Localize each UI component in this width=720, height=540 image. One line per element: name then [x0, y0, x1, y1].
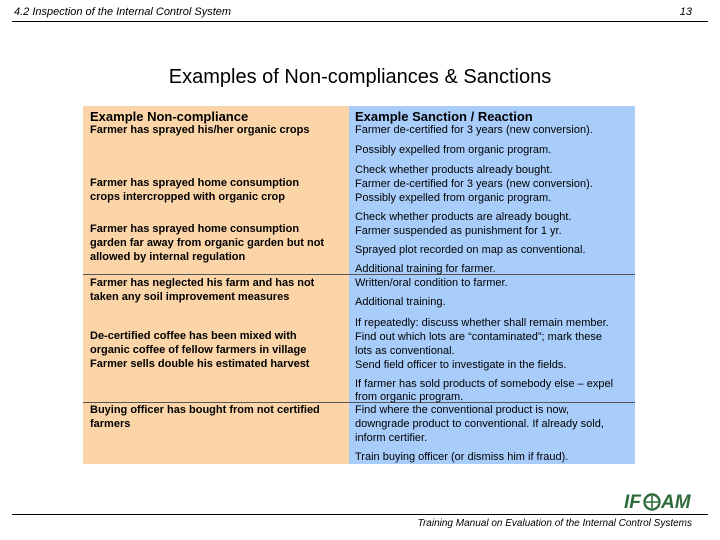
sanction-line: Sprayed plot recorded on map as conventional.	[355, 244, 586, 256]
sanction-line: Train buying officer (or dismiss him if fraud).	[355, 451, 569, 463]
sanction-line: Possibly expelled from organic program.	[355, 144, 552, 156]
non-compliance-line: organic coffee of fellow farmers in village	[90, 344, 307, 356]
non-compliance-line: garden far away from organic garden but not	[90, 237, 325, 249]
header-section-title: 4.2 Inspection of the Internal Control System	[14, 6, 232, 18]
sanction-line: Possibly expelled from organic program.	[355, 192, 552, 204]
sanction-line: Find where the conventional product is now,	[355, 404, 570, 416]
sanction-line: Farmer suspended as punishment for 1 yr.	[355, 225, 562, 237]
slide-title: Examples of Non-compliances & Sanctions	[168, 66, 552, 88]
non-compliance-line: allowed by internal regulation	[90, 251, 246, 263]
sanction-line: Send field officer to investigate in the fields.	[355, 359, 567, 371]
sanction-line: If farmer has sold products of somebody else – expel	[355, 378, 614, 390]
svg-text:AM: AM	[661, 492, 691, 512]
sanction-line: If repeatedly: discuss whether shall remain member.	[355, 317, 609, 329]
sanction-line: inform certifier.	[355, 432, 428, 444]
non-compliance-line: Farmer has sprayed home consumption	[90, 177, 300, 189]
sanction-line: Check whether products are already bought.	[355, 211, 572, 223]
sanction-line: downgrade product to conventional. If already sold,	[355, 418, 604, 430]
non-compliance-line: crops intercropped with organic crop	[90, 191, 285, 203]
non-compliance-line: De-certified coffee has been mixed with	[90, 330, 297, 342]
sanction-line: Farmer de-certified for 3 years (new conversion).	[355, 124, 593, 136]
footer-text: Training Manual on Evaluation of the Internal Control Systems	[417, 518, 692, 529]
sanction-line: Check whether products already bought.	[355, 164, 553, 176]
non-compliance-line: Farmer has sprayed home consumption	[90, 223, 300, 235]
header-rule	[12, 21, 708, 22]
non-compliance-line: farmers	[90, 418, 131, 430]
non-compliance-line: Farmer sells double his estimated harvest	[90, 358, 310, 370]
column-header-non-compliance: Example Non-compliance	[90, 109, 249, 124]
sanction-line: Farmer de-certified for 3 years (new conversion).	[355, 178, 593, 190]
non-compliance-line: Farmer has neglected his farm and has not	[90, 277, 315, 289]
non-compliance-line: Farmer has sprayed his/her organic crops	[90, 124, 310, 136]
non-compliance-line: Buying officer has bought from not certified	[90, 404, 320, 416]
sanction-line: Written/oral condition to farmer.	[355, 277, 508, 289]
non-compliance-line: taken any soil improvement measures	[90, 291, 290, 303]
footer-rule	[12, 514, 708, 515]
page-number: 13	[679, 6, 692, 18]
sanction-line: from organic program.	[355, 391, 464, 403]
sanction-line: Additional training for farmer.	[355, 263, 496, 275]
sanction-line: Find out which lots are “contaminated”; mark these	[355, 331, 603, 343]
sanction-line: Additional training.	[355, 296, 446, 308]
sanctions-table	[83, 106, 635, 464]
sanction-line: lots as conventional.	[355, 345, 455, 357]
ifoam-logo	[624, 490, 694, 512]
svg-text:IF: IF	[624, 492, 641, 512]
column-header-sanction: Example Sanction / Reaction	[355, 109, 533, 124]
